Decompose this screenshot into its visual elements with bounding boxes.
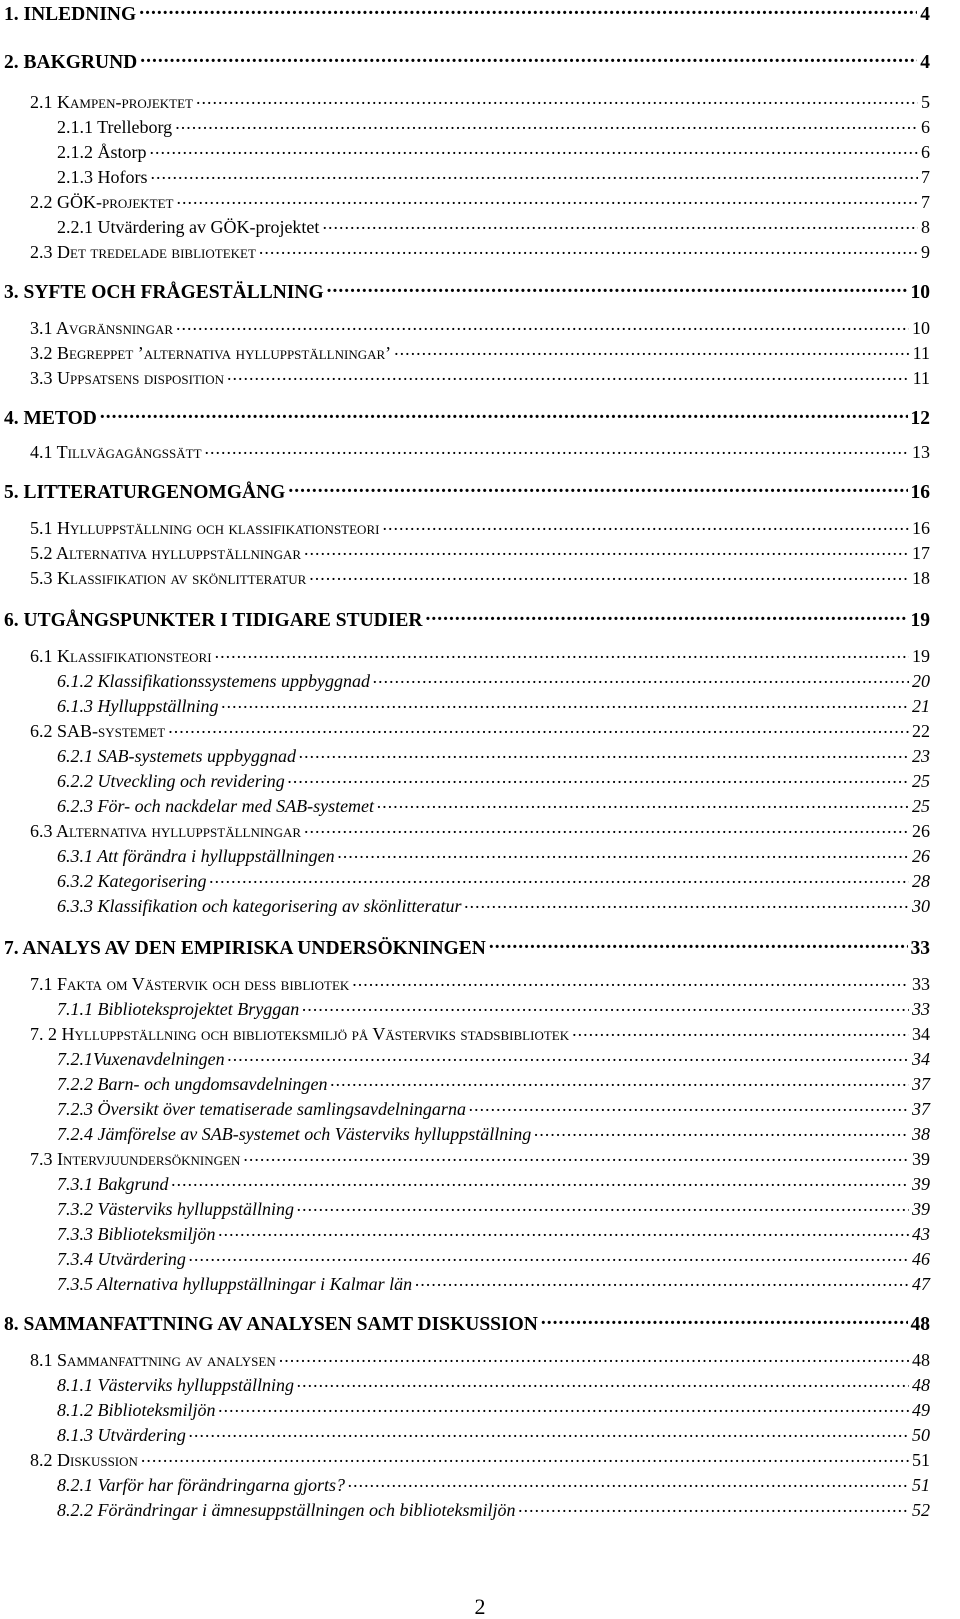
dot-leader [227, 366, 910, 384]
toc-entry-title: 6.3 Alternativa hylluppställningar [30, 821, 302, 841]
toc-entry[interactable] [57, 1172, 930, 1193]
toc-entry-page: 13 [912, 442, 930, 462]
toc-entry-title: 2.3 Det tredelade biblioteket [30, 242, 256, 262]
toc-entry-title: 6.3.2 Kategorisering [57, 871, 207, 891]
toc-entry-title: 6.1 Klassifikationsteori [30, 646, 212, 666]
toc-entry[interactable] [30, 341, 930, 362]
toc-entry-title: 7.2.3 Översikt över tematiserade samlingsavdelningarna [57, 1099, 466, 1119]
toc-entry[interactable] [30, 1448, 930, 1469]
toc-entry[interactable] [30, 190, 930, 211]
toc-entry-title: 7. 2 Hylluppställning och biblioteksmiljö på Västerviks stadsbibliotek [30, 1024, 570, 1044]
dot-leader [464, 894, 909, 912]
toc-entry-title: 7.3.2 Västerviks hylluppställning [57, 1199, 294, 1219]
toc-entry[interactable] [57, 1498, 930, 1519]
dot-leader [196, 90, 918, 108]
toc-entry-page: 17 [912, 543, 930, 563]
toc-entry[interactable] [57, 215, 930, 236]
toc-entry[interactable] [57, 997, 930, 1018]
toc-entry[interactable] [30, 240, 930, 261]
dot-leader [297, 1373, 909, 1391]
toc-entry-title: 8.1.2 Biblioteksmiljön [57, 1400, 216, 1420]
toc-entry-page: 34 [912, 1024, 930, 1044]
dot-leader [139, 0, 917, 20]
toc-entry-title: 2.1 Kampen-projektet [30, 92, 193, 112]
toc-entry-page: 7 [921, 167, 930, 187]
toc-entry[interactable] [57, 1247, 930, 1268]
dot-leader [373, 669, 909, 687]
toc-entry-page: 48 [912, 1375, 930, 1395]
toc-entry-title: 8.1 Sammanfattning av analysen [30, 1350, 276, 1370]
toc-entry[interactable] [30, 516, 930, 537]
dot-leader [394, 341, 909, 359]
dot-leader [309, 566, 909, 584]
dot-leader [541, 1310, 908, 1330]
toc-entry[interactable] [57, 669, 930, 690]
toc-entry-page: 37 [912, 1074, 930, 1094]
toc-entry-page: 22 [912, 721, 930, 741]
toc-entry-page: 25 [912, 771, 930, 791]
toc-entry-title: 7.2.2 Barn- och ungdomsavdelningen [57, 1074, 328, 1094]
toc-entry[interactable] [4, 0, 930, 24]
dot-leader [299, 744, 909, 762]
toc-entry-title: 6. UTGÅNGSPUNKTER I TIDIGARE STUDIER [4, 609, 423, 631]
toc-entry[interactable] [57, 165, 930, 186]
toc-entry[interactable] [57, 894, 930, 915]
toc-entry-title: 8.2 Diskussion [30, 1450, 138, 1470]
toc-entry[interactable] [30, 366, 930, 387]
toc-entry-title: 8.2.2 Förändringar i ämnesuppställningen och biblioteksmiljön [57, 1500, 516, 1520]
dot-leader [215, 644, 909, 662]
dot-leader [302, 997, 909, 1015]
toc-entry[interactable] [4, 48, 930, 72]
dot-leader [175, 115, 918, 133]
toc-entry[interactable] [30, 819, 930, 840]
toc-entry-title: 7.3 Intervjuundersökningen [30, 1149, 241, 1169]
toc-entry-title: 6.3.3 Klassifikation och kategorisering av skönlitteratur [57, 896, 462, 916]
toc-entry-page: 51 [912, 1475, 930, 1495]
dot-leader [176, 316, 909, 334]
dot-leader [338, 844, 909, 862]
toc-entry[interactable] [57, 869, 930, 890]
dot-leader [100, 404, 908, 424]
toc-entry-title: 6.1.2 Klassifikationssystemens uppbyggnad [57, 671, 370, 691]
toc-entry-page: 4 [920, 51, 930, 73]
toc-entry-page: 50 [912, 1425, 930, 1445]
toc-entry[interactable] [30, 1348, 930, 1369]
toc-entry-page: 19 [910, 609, 930, 631]
dot-leader [469, 1097, 909, 1115]
dot-leader [382, 516, 909, 534]
dot-leader [348, 1473, 909, 1491]
toc-entry-title: 7. ANALYS AV DEN EMPIRISKA UNDERSÖKNINGEN [4, 937, 486, 959]
dot-leader [172, 1172, 910, 1190]
toc-entry[interactable] [57, 1072, 930, 1093]
toc-entry-page: 8 [921, 217, 930, 237]
dot-leader [259, 240, 918, 258]
toc-entry[interactable] [30, 972, 930, 993]
toc-entry-title: 5.1 Hylluppställning och klassifikationsteori [30, 518, 380, 538]
dot-leader [222, 694, 910, 712]
dot-leader [141, 1448, 909, 1466]
toc-entry-page: 26 [912, 821, 930, 841]
dot-leader [189, 1423, 909, 1441]
toc-entry[interactable] [57, 1122, 930, 1143]
toc-entry[interactable] [57, 769, 930, 790]
toc-entry-title: 6.1.3 Hylluppställning [57, 696, 219, 716]
toc-entry-page: 51 [912, 1450, 930, 1470]
toc-entry[interactable] [30, 440, 930, 461]
toc-entry[interactable] [57, 744, 930, 765]
dot-leader [489, 934, 908, 954]
toc-entry-title: 6.2 SAB-systemet [30, 721, 166, 741]
toc-entry-title: 2.1.1 Trelleborg [57, 117, 173, 137]
dot-leader [205, 440, 909, 458]
toc-entry-page: 25 [912, 796, 930, 816]
toc-entry[interactable] [57, 1473, 930, 1494]
dot-leader [297, 1197, 909, 1215]
dot-leader [415, 1272, 909, 1290]
toc-entry-page: 20 [912, 671, 930, 691]
toc-entry-title: 7.2.1Vuxenavdelningen [57, 1049, 225, 1069]
toc-entry-page: 34 [912, 1049, 930, 1069]
toc-entry[interactable] [30, 541, 930, 562]
toc-entry[interactable] [57, 1097, 930, 1118]
toc-entry-page: 39 [912, 1174, 930, 1194]
toc-entry[interactable] [57, 140, 930, 161]
toc-entry-title: 8. SAMMANFATTNING AV ANALYSEN SAMT DISKUSSION [4, 1313, 538, 1335]
toc-entry[interactable] [30, 1147, 930, 1168]
dot-leader [425, 606, 907, 626]
dot-leader [228, 1047, 909, 1065]
toc-entry[interactable] [57, 1272, 930, 1293]
toc-entry-title: 5.3 Klassifikation av skönlitteratur [30, 568, 307, 588]
toc-entry[interactable] [30, 719, 930, 740]
toc-entry-page: 37 [912, 1099, 930, 1119]
toc-entry[interactable] [57, 694, 930, 715]
toc-entry-title: 4. METOD [4, 407, 97, 429]
toc-entry-title: 2. BAKGRUND [4, 51, 138, 73]
dot-leader [150, 140, 919, 158]
toc-entry[interactable] [30, 316, 930, 337]
toc-entry[interactable] [30, 644, 930, 665]
toc-entry-page: 10 [912, 318, 930, 338]
toc-entry-title: 3.1 Avgränsningar [30, 318, 174, 338]
dot-leader [243, 1147, 909, 1165]
toc-entry-page: 39 [912, 1149, 930, 1169]
toc-entry-title: 7.3.4 Utvärdering [57, 1249, 186, 1269]
toc-entry-title: 8.1.3 Utvärdering [57, 1425, 186, 1445]
toc-entry-page: 49 [912, 1400, 930, 1420]
toc-entry-title: 6.2.3 För- och nackdelar med SAB-systemet [57, 796, 375, 816]
toc-entry-page: 33 [912, 974, 930, 994]
toc-entry-page: 48 [910, 1313, 930, 1335]
toc-entry-page: 28 [912, 871, 930, 891]
toc-entry-page: 38 [912, 1124, 930, 1144]
toc-entry-title: 6.3.1 Att förändra i hylluppställningen [57, 846, 335, 866]
toc-entry-page: 12 [910, 407, 930, 429]
toc-entry-title: 2.2.1 Utvärdering av GÖK-projektet [57, 217, 320, 237]
toc-entry[interactable] [4, 1310, 930, 1334]
toc-entry[interactable] [4, 278, 930, 302]
dot-leader [304, 541, 909, 559]
dot-leader [304, 819, 909, 837]
toc-entry-page: 5 [921, 92, 930, 112]
toc-entry[interactable] [4, 606, 930, 630]
toc-entry-page: 16 [910, 481, 930, 503]
dot-leader [327, 278, 908, 298]
toc-entry-page: 52 [912, 1500, 930, 1520]
toc-entry-page: 39 [912, 1199, 930, 1219]
toc-entry-page: 21 [912, 696, 930, 716]
dot-leader [518, 1498, 909, 1516]
dot-leader [322, 215, 918, 233]
dot-leader [377, 794, 909, 812]
toc-entry-page: 4 [920, 3, 930, 25]
toc-entry-title: 7.1 Fakta om Västervik och dess bibliotek [30, 974, 350, 994]
toc-entry-title: 7.1.1 Biblioteksprojektet Bryggan [57, 999, 300, 1019]
toc-entry[interactable] [30, 1022, 930, 1043]
toc-entry[interactable] [4, 404, 930, 428]
dot-leader [218, 1222, 909, 1240]
toc-entry[interactable] [30, 90, 930, 111]
toc-entry[interactable] [57, 1197, 930, 1218]
toc-entry-page: 23 [912, 746, 930, 766]
toc-entry-title: 7.3.5 Alternativa hylluppställningar i Kalmar län [57, 1274, 413, 1294]
toc-entry-title: 6.2.1 SAB-systemets uppbyggnad [57, 746, 296, 766]
toc-entry-page: 11 [912, 343, 930, 363]
dot-leader [534, 1122, 909, 1140]
toc-entry-title: 7.3.3 Biblioteksmiljön [57, 1224, 216, 1244]
toc-entry-title: 8.2.1 Varför har förändringarna gjorts? [57, 1475, 346, 1495]
toc-entry-page: 19 [912, 646, 930, 666]
toc-entry-title: 2.1.3 Hofors [57, 167, 148, 187]
toc-entry[interactable] [57, 1373, 930, 1394]
toc-entry[interactable] [57, 1222, 930, 1243]
toc-entry-page: 43 [912, 1224, 930, 1244]
toc-entry-title: 4.1 Tillvägagångssätt [30, 442, 202, 462]
toc-entry-page: 16 [912, 518, 930, 538]
toc-entry-page: 6 [921, 117, 930, 137]
toc-entry[interactable] [4, 934, 930, 958]
toc-entry-page: 10 [910, 281, 930, 303]
toc-entry-page: 33 [910, 937, 930, 959]
toc-entry[interactable] [57, 115, 930, 136]
dot-leader [288, 769, 909, 787]
toc-entry-title: 7.3.1 Bakgrund [57, 1174, 169, 1194]
toc-entry[interactable] [57, 794, 930, 815]
toc-entry-title: 7.2.4 Jämförelse av SAB-systemet och Västerviks hylluppställning [57, 1124, 532, 1144]
toc-entry-page: 48 [912, 1350, 930, 1370]
toc-entry-title: 8.1.1 Västerviks hylluppställning [57, 1375, 294, 1395]
toc-entry-page: 26 [912, 846, 930, 866]
dot-leader [151, 165, 919, 183]
toc-entry[interactable] [57, 1398, 930, 1419]
toc-entry[interactable] [30, 566, 930, 587]
toc-entry-page: 18 [912, 568, 930, 588]
dot-leader [330, 1072, 909, 1090]
toc-entry-title: 3.3 Uppsatsens disposition [30, 368, 225, 388]
toc-entry-title: 3.2 Begreppet ’alternativa hylluppställningar’ [30, 343, 392, 363]
toc-entry-title: 5. LITTERATURGENOMGÅNG [4, 481, 286, 503]
dot-leader [177, 190, 919, 208]
toc-entry[interactable] [57, 1047, 930, 1068]
dot-leader [279, 1348, 909, 1366]
toc-entry[interactable] [57, 844, 930, 865]
toc-entry-page: 7 [921, 192, 930, 212]
toc-entry-title: 3. SYFTE OCH FRÅGESTÄLLNING [4, 281, 324, 303]
toc-entry-title: 6.2.2 Utveckling och revidering [57, 771, 285, 791]
dot-leader [140, 48, 917, 68]
toc-entry-page: 9 [921, 242, 930, 262]
dot-leader [210, 869, 909, 887]
toc-entry[interactable] [4, 478, 930, 502]
page-number: 2 [474, 1594, 486, 1619]
toc-entry-title: 1. INLEDNING [4, 3, 137, 25]
toc-entry-title: 5.2 Alternativa hylluppställningar [30, 543, 302, 563]
toc-entry-page: 33 [912, 999, 930, 1019]
toc-entry[interactable] [57, 1423, 930, 1444]
toc-entry-page: 6 [921, 142, 930, 162]
toc-entry-page: 11 [912, 368, 930, 388]
toc-entry-title: 2.2 GÖK-projektet [30, 192, 174, 212]
dot-leader [572, 1022, 909, 1040]
toc-entry-page: 30 [912, 896, 930, 916]
dot-leader [189, 1247, 909, 1265]
toc-entry-page: 46 [912, 1249, 930, 1269]
dot-leader [218, 1398, 909, 1416]
dot-leader [352, 972, 909, 990]
toc-entry-title: 2.1.2 Åstorp [57, 142, 147, 162]
dot-leader [168, 719, 909, 737]
toc-entry-page: 47 [912, 1274, 930, 1294]
dot-leader [288, 478, 907, 498]
